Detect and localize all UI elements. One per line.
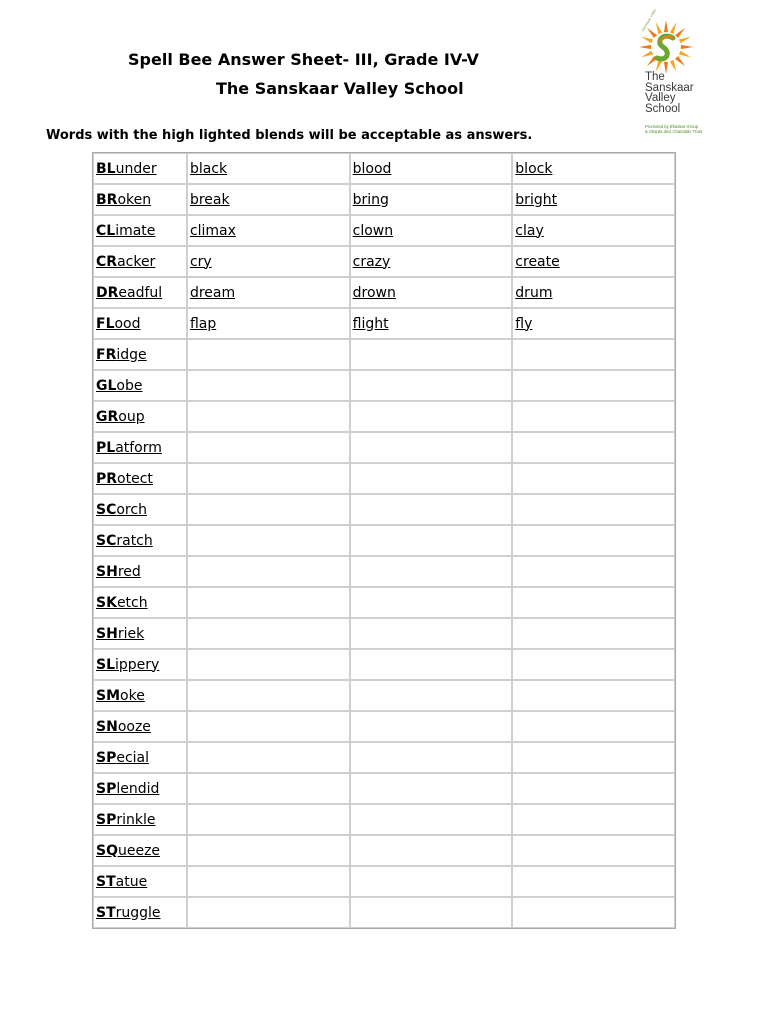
word-rest: ecial (116, 749, 150, 766)
answer-cell (187, 308, 350, 339)
blend-word-cell (93, 153, 187, 184)
answer-cell (187, 494, 350, 525)
answer-word: drum (515, 284, 553, 301)
answer-cell (350, 401, 513, 432)
blend-letters: PL (96, 439, 116, 456)
blend-word-cell (93, 432, 187, 463)
blend-word (96, 533, 153, 549)
answer-cell (187, 618, 350, 649)
answer-cell (350, 711, 513, 742)
answer-cell (350, 463, 513, 494)
answer-cell (187, 432, 350, 463)
sun-ray (670, 22, 677, 34)
answer-cell (187, 339, 350, 370)
table-row (93, 804, 675, 835)
answer-cell (187, 246, 350, 277)
answer-word: blood (352, 160, 392, 177)
answer-word: climax (189, 222, 236, 239)
word-rest: red (117, 563, 141, 580)
logo-arc-text: Sanskaar valley (641, 8, 658, 32)
answer-cell (512, 401, 675, 432)
blend-word (96, 161, 157, 177)
table-row (93, 308, 675, 339)
answer-cell (512, 277, 675, 308)
table-row (93, 711, 675, 742)
sun-ray (656, 22, 663, 34)
answer-cell (512, 866, 675, 897)
blend-letters: CR (96, 253, 118, 270)
answer-cell (187, 897, 350, 928)
blend-word-cell (93, 463, 187, 494)
blend-word (96, 471, 153, 487)
answer-cell (350, 494, 513, 525)
blend-letters: BL (96, 160, 116, 177)
word-rest: ippery (115, 656, 160, 673)
blend-word-cell (93, 773, 187, 804)
answer-cell (187, 184, 350, 215)
blend-word-cell (93, 649, 187, 680)
blend-word-cell (93, 215, 187, 246)
logo-promoter-text: Promoted by Bhaskar Group & Sharda devi Charitable Trust (645, 124, 703, 134)
blend-word (96, 564, 141, 580)
answer-word: black (189, 160, 228, 177)
answer-cell (512, 835, 675, 866)
word-rest: acker (117, 253, 156, 270)
word-rest: ood (114, 315, 141, 332)
answer-cell (512, 680, 675, 711)
blend-word (96, 781, 159, 797)
answer-cell (350, 587, 513, 618)
answer-cell (350, 835, 513, 866)
blend-word-cell (93, 370, 187, 401)
answer-word: clay (515, 222, 544, 239)
blend-word (96, 750, 149, 766)
answer-cell (512, 618, 675, 649)
answer-cell (512, 246, 675, 277)
blend-word (96, 626, 144, 642)
blend-letters: SP (96, 811, 117, 828)
word-rest: ueeze (117, 842, 161, 859)
answer-cell (512, 711, 675, 742)
answer-cell (512, 649, 675, 680)
sun-ray (675, 28, 685, 38)
blend-letters: SK (96, 594, 117, 611)
word-rest: atue (115, 873, 148, 890)
answer-cell (512, 370, 675, 401)
blend-letters: SM (96, 687, 121, 704)
word-rest: idge (116, 346, 147, 363)
sun-ray (664, 20, 668, 32)
blend-word (96, 316, 141, 332)
blend-word-cell (93, 525, 187, 556)
blend-letters: SN (96, 718, 118, 735)
answer-cell (512, 556, 675, 587)
answer-cell (512, 897, 675, 928)
blend-letters: DR (96, 284, 119, 301)
answer-cell (350, 525, 513, 556)
sun-ray (681, 45, 693, 49)
table-row (93, 246, 675, 277)
answer-cell (187, 649, 350, 680)
blend-word (96, 874, 147, 890)
answer-word: dream (189, 284, 236, 301)
blend-letters: SP (96, 780, 117, 797)
word-rest: ratch (116, 532, 153, 549)
table-row (93, 401, 675, 432)
answer-word: flap (189, 315, 217, 332)
answer-cell (512, 773, 675, 804)
answer-cell (350, 742, 513, 773)
word-rest: obe (116, 377, 143, 394)
blend-letters: GR (96, 408, 119, 425)
answer-word: fly (515, 315, 533, 332)
answer-cell (187, 463, 350, 494)
blend-word (96, 688, 145, 704)
table-row (93, 835, 675, 866)
blend-word (96, 192, 151, 208)
answer-cell (350, 804, 513, 835)
blend-letters: ST (96, 873, 116, 890)
blend-word-cell (93, 277, 187, 308)
answer-word: flight (352, 315, 389, 332)
logo-school-name: The Sanskaar Valley School (645, 71, 694, 115)
answer-table (92, 152, 676, 929)
table-row (93, 432, 675, 463)
blend-word (96, 440, 162, 456)
answer-cell (512, 339, 675, 370)
blend-word (96, 812, 155, 828)
answer-word: clown (352, 222, 394, 239)
blend-letters: SC (96, 501, 117, 518)
blend-letters: SH (96, 563, 118, 580)
blend-word (96, 254, 155, 270)
answer-cell (350, 618, 513, 649)
answer-cell (512, 494, 675, 525)
blend-word-cell (93, 804, 187, 835)
sun-ray (679, 51, 691, 58)
word-rest: atform (115, 439, 162, 456)
answer-cell (187, 711, 350, 742)
blend-word (96, 285, 162, 301)
word-rest: oke (120, 687, 145, 704)
blend-letters: ST (96, 904, 116, 921)
answer-cell (512, 742, 675, 773)
answer-cell (350, 680, 513, 711)
sun-ray (641, 37, 653, 44)
answer-cell (350, 432, 513, 463)
answer-cell (187, 804, 350, 835)
answer-word: bring (352, 191, 389, 208)
word-rest: riek (117, 625, 145, 642)
answer-cell (350, 866, 513, 897)
blend-word-cell (93, 680, 187, 711)
word-rest: ooze (117, 718, 151, 735)
answer-cell (350, 277, 513, 308)
answer-cell (187, 556, 350, 587)
table-row (93, 773, 675, 804)
answer-cell (350, 246, 513, 277)
word-rest: oup (118, 408, 145, 425)
answer-cell (187, 773, 350, 804)
blend-word (96, 657, 159, 673)
answer-cell (350, 649, 513, 680)
table-row (93, 587, 675, 618)
blend-letters: GL (96, 377, 117, 394)
blend-word (96, 843, 160, 859)
table-row (93, 463, 675, 494)
table-row (93, 649, 675, 680)
table-row (93, 494, 675, 525)
word-rest: imate (115, 222, 156, 239)
table-row (93, 556, 675, 587)
blend-word-cell (93, 246, 187, 277)
blend-word-cell (93, 835, 187, 866)
blend-word-cell (93, 556, 187, 587)
table-row (93, 339, 675, 370)
blend-word-cell (93, 742, 187, 773)
table-row (93, 277, 675, 308)
answer-cell (187, 835, 350, 866)
blend-word (96, 905, 161, 921)
school-logo (637, 8, 727, 138)
blend-letters: CL (96, 222, 116, 239)
answer-cell (187, 370, 350, 401)
blend-letters: SP (96, 749, 117, 766)
answer-cell (350, 370, 513, 401)
answer-cell (512, 432, 675, 463)
word-rest: under (115, 160, 157, 177)
table-row (93, 370, 675, 401)
answer-cell (187, 680, 350, 711)
sun-ray (647, 28, 657, 38)
blend-word-cell (93, 494, 187, 525)
blend-letters: BR (96, 191, 118, 208)
answer-word: crazy (352, 253, 391, 270)
blend-word (96, 719, 151, 735)
blend-word-cell (93, 711, 187, 742)
answer-cell (350, 184, 513, 215)
blend-letters: SH (96, 625, 118, 642)
blend-word (96, 595, 148, 611)
word-rest: lendid (116, 780, 160, 797)
blend-word (96, 409, 145, 425)
answer-cell (187, 866, 350, 897)
blend-word-cell (93, 308, 187, 339)
answer-cell (512, 308, 675, 339)
blend-word-cell (93, 897, 187, 928)
blend-word-cell (93, 866, 187, 897)
answer-word: cry (189, 253, 212, 270)
answer-word: drown (352, 284, 396, 301)
instructions-note: Words with the high lighted blends will be acceptable as answers. (46, 128, 533, 143)
table-row (93, 618, 675, 649)
blend-word (96, 223, 155, 239)
blend-word (96, 502, 147, 518)
answer-cell (187, 215, 350, 246)
answer-cell (350, 308, 513, 339)
blend-word-cell (93, 184, 187, 215)
word-rest: orch (116, 501, 147, 518)
table-row (93, 153, 675, 184)
answer-word: block (515, 160, 553, 177)
blend-word-cell (93, 401, 187, 432)
sun-ray (670, 60, 677, 72)
blend-letters: PR (96, 470, 118, 487)
table-row (93, 215, 675, 246)
answer-cell (187, 401, 350, 432)
answer-cell (512, 525, 675, 556)
sheet-title: Spell Bee Answer Sheet- III, Grade IV-V (128, 50, 479, 69)
blend-letters: SC (96, 532, 117, 549)
blend-word-cell (93, 618, 187, 649)
word-rest: rinkle (116, 811, 156, 828)
table-row (93, 742, 675, 773)
answer-word: create (515, 253, 560, 270)
answer-word: bright (515, 191, 558, 208)
answer-cell (512, 153, 675, 184)
answer-word: break (189, 191, 230, 208)
answer-cell (512, 804, 675, 835)
blend-word (96, 378, 143, 394)
table-row (93, 866, 675, 897)
word-rest: ruggle (115, 904, 161, 921)
word-rest: otect (117, 470, 153, 487)
answer-cell (187, 153, 350, 184)
sun-ray (641, 51, 653, 58)
table-row (93, 184, 675, 215)
sun-ray (679, 37, 691, 44)
sun-ray (675, 56, 685, 66)
answer-cell (350, 339, 513, 370)
blend-letters: SL (96, 656, 116, 673)
word-rest: eadful (118, 284, 163, 301)
blend-word (96, 347, 147, 363)
table-row (93, 525, 675, 556)
answer-cell (512, 463, 675, 494)
answer-cell (512, 215, 675, 246)
answer-cell (350, 556, 513, 587)
blend-letters: SQ (96, 842, 118, 859)
answer-cell (350, 897, 513, 928)
word-rest: etch (116, 594, 148, 611)
blend-letters: FR (96, 346, 117, 363)
answer-cell (187, 587, 350, 618)
table-row (93, 897, 675, 928)
answer-cell (350, 773, 513, 804)
blend-letters: FL (96, 315, 115, 332)
blend-word-cell (93, 587, 187, 618)
word-rest: oken (117, 191, 152, 208)
school-name: The Sanskaar Valley School (216, 79, 464, 98)
answer-cell (187, 277, 350, 308)
answer-cell (187, 742, 350, 773)
answer-cell (187, 525, 350, 556)
sun-swirl-icon (637, 16, 727, 76)
answer-cell (350, 153, 513, 184)
sun-ray (639, 45, 651, 49)
answer-cell (350, 215, 513, 246)
answer-cell (512, 184, 675, 215)
answer-cell (512, 587, 675, 618)
blend-word-cell (93, 339, 187, 370)
table-row (93, 680, 675, 711)
